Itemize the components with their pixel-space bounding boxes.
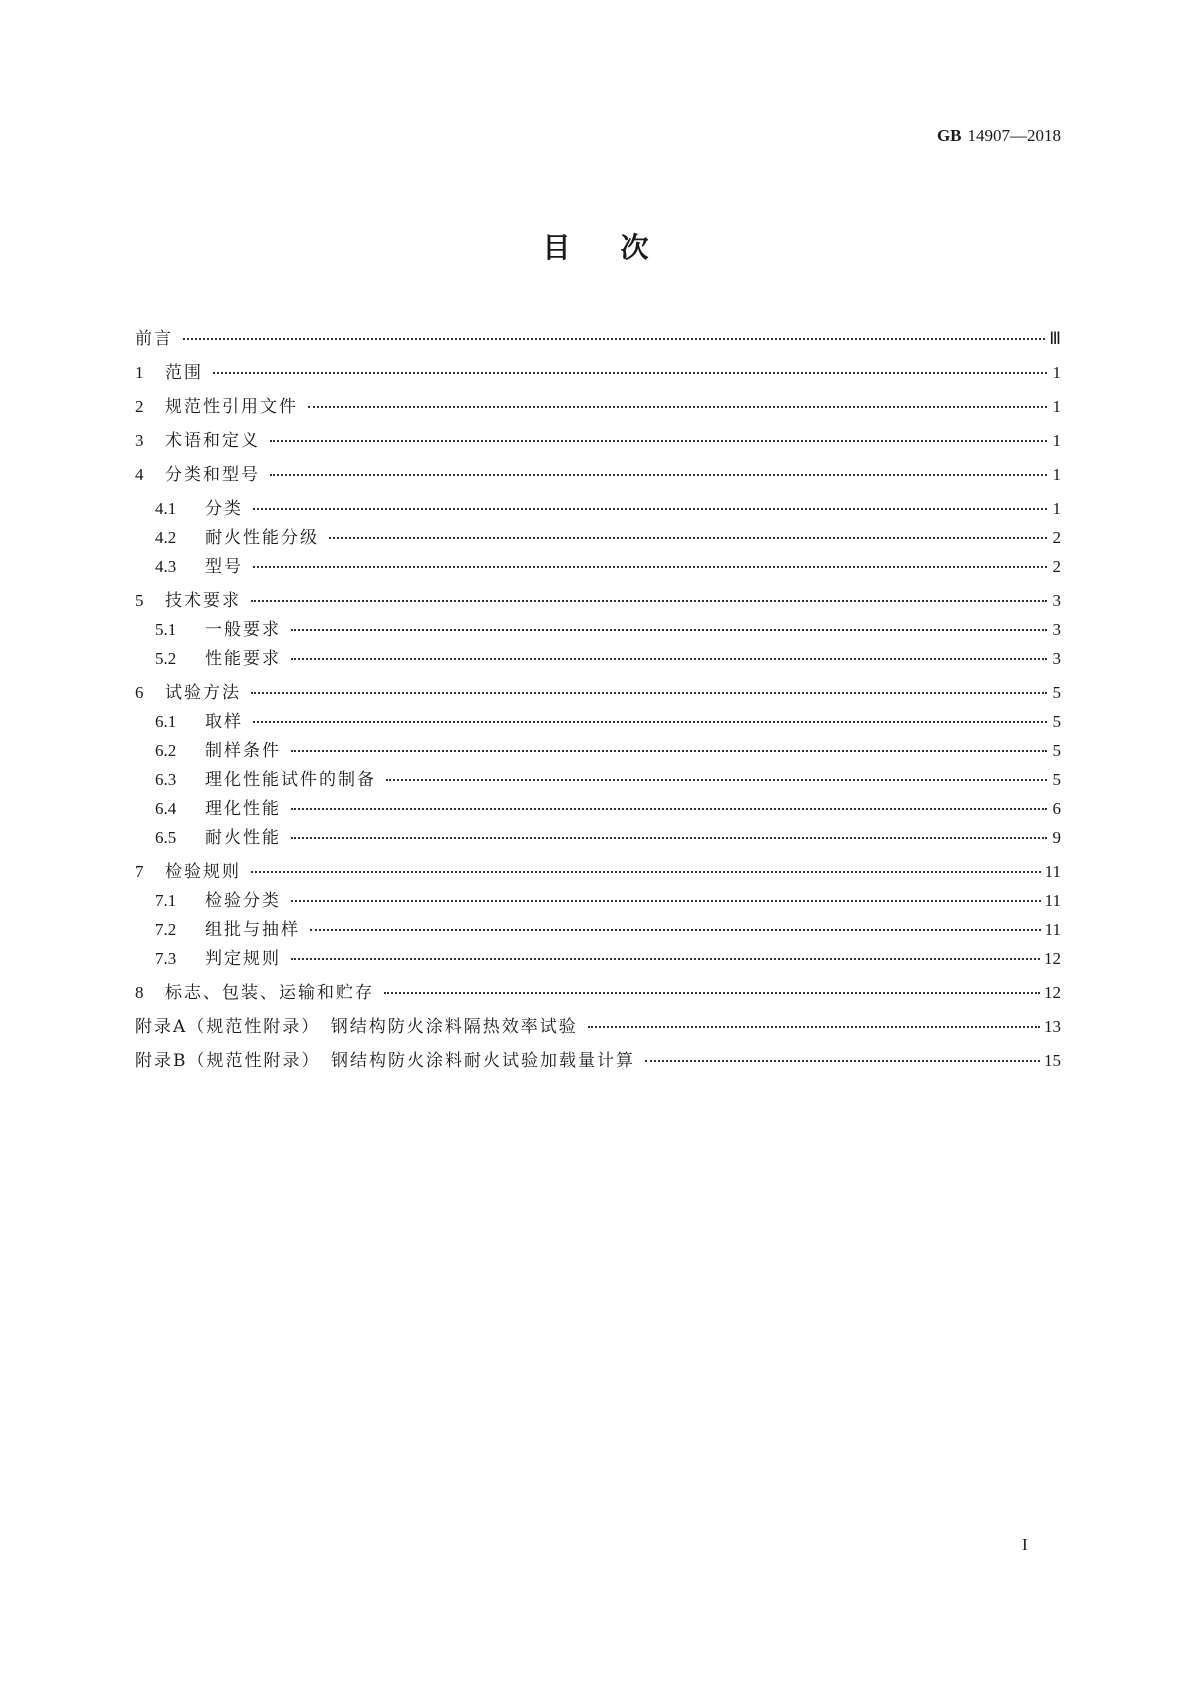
toc-entry-label: 性能要求: [205, 649, 281, 669]
toc-entry-page: 6: [1052, 799, 1061, 818]
standard-number: 14907—2018: [967, 126, 1061, 145]
standard-code: [937, 126, 1061, 146]
toc-entry-number: 7.2: [155, 920, 177, 939]
toc-entry[interactable]: [135, 494, 1061, 519]
toc-leader-dots: [253, 507, 1047, 510]
toc-entry-page: 5: [1052, 770, 1061, 789]
toc-entry[interactable]: [135, 765, 1061, 790]
toc-leader-dots: [291, 957, 1040, 960]
toc-entry-label: 判定规则: [205, 949, 281, 969]
toc-entry[interactable]: [135, 460, 1061, 485]
toc-leader-dots: [213, 371, 1047, 374]
toc-entry[interactable]: [135, 426, 1061, 451]
toc-leader-dots: [310, 928, 1041, 931]
toc-leader-dots: [588, 1025, 1040, 1028]
toc-entry-label: 分类和型号: [165, 465, 260, 485]
toc-entry[interactable]: [135, 358, 1061, 383]
toc-entry-label: 术语和定义: [165, 431, 260, 451]
toc-entry-page: 11: [1044, 862, 1061, 881]
toc-entry-label: 耐火性能: [205, 828, 281, 848]
toc-entry-label: 检验规则: [165, 862, 241, 882]
toc-entry-page: Ⅲ: [1049, 329, 1061, 348]
toc-entry[interactable]: [135, 915, 1061, 940]
toc-entry-number: 4: [135, 465, 144, 484]
toc-leader-dots: [384, 991, 1040, 994]
toc-entry-page: 15: [1044, 1051, 1061, 1070]
toc-entry-label: 技术要求: [165, 591, 241, 611]
toc-leader-dots: [183, 337, 1045, 340]
toc-entry-number: 6.5: [155, 828, 177, 847]
toc-entry[interactable]: [135, 1046, 1061, 1071]
toc-leader-dots: [251, 691, 1047, 694]
toc-entry-number: 4.3: [155, 557, 177, 576]
toc-leader-dots: [253, 720, 1047, 723]
toc-entry-label: 组批与抽样: [205, 920, 300, 940]
toc-entry-page: 5: [1052, 683, 1061, 702]
toc-entry-label: 理化性能: [205, 799, 281, 819]
toc-entry-page: 1: [1052, 397, 1061, 416]
toc-entry-page: 1: [1052, 499, 1061, 518]
toc-entry-number: 5: [135, 591, 144, 610]
toc-leader-dots: [270, 439, 1047, 442]
toc-entry-label: 检验分类: [205, 891, 281, 911]
toc-entry[interactable]: [135, 736, 1061, 761]
toc-entry[interactable]: [135, 823, 1061, 848]
toc-leader-dots: [251, 599, 1047, 602]
toc-entry[interactable]: [135, 794, 1061, 819]
toc-entry[interactable]: [135, 886, 1061, 911]
toc-entry-page: 1: [1052, 465, 1061, 484]
toc-entry-page: 12: [1044, 983, 1061, 1002]
page-title: 目次: [542, 231, 699, 264]
toc-entry-number: 4.1: [155, 499, 177, 518]
toc-entry-number: 2: [135, 397, 144, 416]
toc-entry-number: 4.2: [155, 528, 177, 547]
toc-entry-number: 6: [135, 683, 144, 702]
toc-entry-number: 1: [135, 363, 144, 382]
toc-leader-dots: [270, 473, 1047, 476]
toc-entry-label: 制样条件: [205, 741, 281, 761]
toc-entry-label: 理化性能试件的制备: [205, 770, 376, 790]
toc-entry-number: 6.2: [155, 741, 177, 760]
toc-entry-page: 13: [1044, 1017, 1061, 1036]
toc-leader-dots: [253, 565, 1047, 568]
toc-entry-page: 3: [1052, 591, 1061, 610]
toc-leader-dots: [291, 836, 1047, 839]
toc-entry-label: 标志、包装、运输和贮存: [165, 983, 374, 1003]
toc-entry-label: 前言: [135, 329, 173, 349]
toc-entry-label: 分类: [205, 499, 243, 519]
toc-entry-page: 12: [1044, 949, 1061, 968]
toc-entry-label: 范围: [165, 363, 203, 383]
toc-entry-page: 2: [1052, 528, 1061, 547]
toc-entry-label: 一般要求: [205, 620, 281, 640]
toc-entry-number: 8: [135, 983, 144, 1002]
toc-leader-dots: [308, 405, 1047, 408]
toc-entry-number: 6.1: [155, 712, 177, 731]
toc-entry-number: 5.2: [155, 649, 177, 668]
toc-entry[interactable]: [135, 324, 1061, 349]
toc-entry-number: 7.1: [155, 891, 177, 910]
toc-entry[interactable]: [135, 644, 1061, 669]
toc-entry-page: 5: [1052, 712, 1061, 731]
toc-entry[interactable]: [135, 857, 1061, 882]
toc-leader-dots: [291, 657, 1047, 660]
toc-entry-page: 9: [1052, 828, 1061, 847]
toc-entry[interactable]: [135, 615, 1061, 640]
toc-entry-page: 3: [1052, 649, 1061, 668]
toc-entry-number: 3: [135, 431, 144, 450]
toc-leader-dots: [645, 1059, 1040, 1062]
toc-entry-page: 1: [1052, 363, 1061, 382]
toc-leader-dots: [291, 628, 1047, 631]
toc-entry-label: 附录A（规范性附录） 钢结构防火涂料隔热效率试验: [135, 1017, 578, 1037]
toc-leader-dots: [291, 899, 1041, 902]
toc-entry-label: 型号: [205, 557, 243, 577]
toc-entry-page: 11: [1044, 891, 1061, 910]
toc-entry[interactable]: [135, 586, 1061, 611]
toc-leader-dots: [386, 778, 1047, 781]
toc-entry-label: 规范性引用文件: [165, 397, 298, 417]
toc-entry-label: 附录B（规范性附录） 钢结构防火涂料耐火试验加载量计算: [135, 1051, 635, 1071]
toc-entry-label: 试验方法: [165, 683, 241, 703]
toc-entry-page: 1: [1052, 431, 1061, 450]
toc-entry-label: 取样: [205, 712, 243, 732]
toc-entry[interactable]: [135, 1012, 1061, 1037]
toc-entry-number: 5.1: [155, 620, 177, 639]
toc-entry-number: 6.3: [155, 770, 177, 789]
page-number: I: [1022, 1535, 1028, 1554]
toc-entry[interactable]: [135, 523, 1061, 548]
toc-leader-dots: [291, 749, 1047, 752]
standard-prefix: GB: [936, 126, 962, 145]
toc-leader-dots: [329, 536, 1047, 539]
toc-leader-dots: [291, 807, 1047, 810]
toc-entry-number: 7.3: [155, 949, 177, 968]
toc-entry[interactable]: [135, 392, 1061, 417]
toc-entry[interactable]: [135, 707, 1061, 732]
toc-entry[interactable]: [135, 978, 1061, 1003]
toc-entry[interactable]: [135, 678, 1061, 703]
toc-entry-page: 5: [1052, 741, 1061, 760]
toc-entry-number: 7: [135, 862, 144, 881]
toc-leader-dots: [251, 870, 1041, 873]
toc-entry-number: 6.4: [155, 799, 177, 818]
toc-entry-page: 2: [1052, 557, 1061, 576]
toc-entry-label: 耐火性能分级: [205, 528, 319, 548]
toc-entry[interactable]: [135, 944, 1061, 969]
toc-entry[interactable]: [135, 552, 1061, 577]
toc-entry-page: 3: [1052, 620, 1061, 639]
toc-entry-page: 11: [1044, 920, 1061, 939]
